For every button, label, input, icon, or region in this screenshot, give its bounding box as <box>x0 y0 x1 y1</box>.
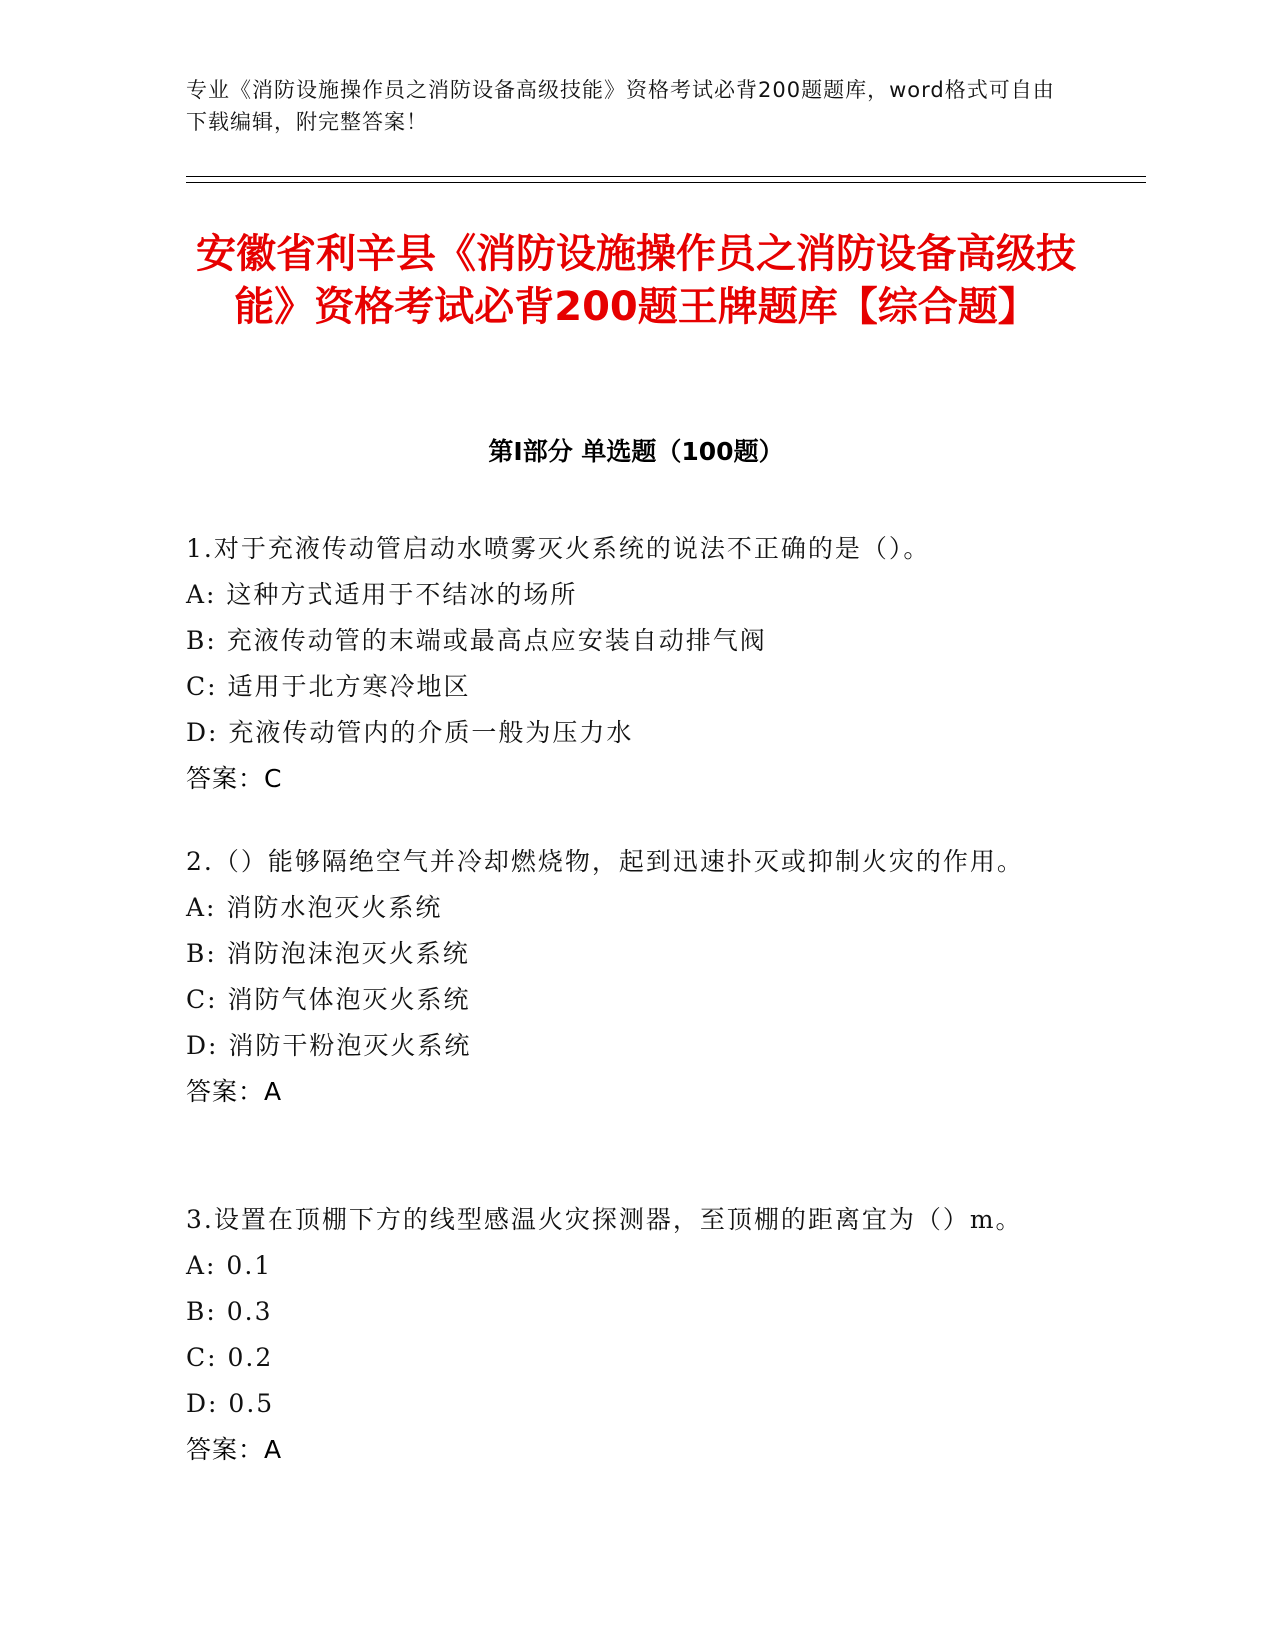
option-b: B: 充液传动管的末端或最高点应安装自动排气阀 <box>186 626 767 655</box>
answer: 答案：A <box>186 1077 283 1106</box>
section-title: 第Ⅰ部分 单选题（100题） <box>488 437 784 466</box>
question-1 <box>186 526 1086 802</box>
option-a: A: 这种方式适用于不结冰的场所 <box>186 580 578 609</box>
option-d: D: 充液传动管内的介质一般为压力水 <box>186 718 634 747</box>
question-3 <box>186 1197 1086 1473</box>
question-stem: 2.（）能够隔绝空气并冷却燃烧物，起到迅速扑灭或抑制火灾的作用。 <box>186 847 1024 876</box>
header-note: 专业《消防设施操作员之消防设备高级技能》资格考试必背200题题库，word格式可自由下载编辑，附完整答案！ <box>186 78 1055 134</box>
option-d: D: 0.5 <box>186 1389 275 1418</box>
question-2 <box>186 839 1086 1115</box>
answer: 答案：C <box>186 764 283 793</box>
header-divider-bottom <box>186 182 1146 183</box>
document-title: 安徽省利辛县《消防设施操作员之消防设备高级技能》资格考试必背200题王牌题库【综合题】 <box>196 231 1076 330</box>
option-c: C: 0.2 <box>186 1343 274 1372</box>
option-b: B: 消防泡沫泡灭火系统 <box>186 939 470 968</box>
answer: 答案：A <box>186 1435 283 1464</box>
option-a: A: 0.1 <box>186 1251 273 1280</box>
question-stem: 3.设置在顶棚下方的线型感温火灾探测器，至顶棚的距离宜为（）m。 <box>186 1205 1023 1234</box>
option-b: B: 0.3 <box>186 1297 273 1326</box>
question-stem: 1.对于充液传动管启动水喷雾灭火系统的说法不正确的是（）。 <box>186 534 931 563</box>
option-c: C: 消防气体泡灭火系统 <box>186 985 471 1014</box>
header-divider-top <box>186 176 1146 177</box>
option-d: D: 消防干粉泡灭火系统 <box>186 1031 472 1060</box>
option-a: A: 消防水泡灭火系统 <box>186 893 443 922</box>
option-c: C: 适用于北方寒冷地区 <box>186 672 471 701</box>
